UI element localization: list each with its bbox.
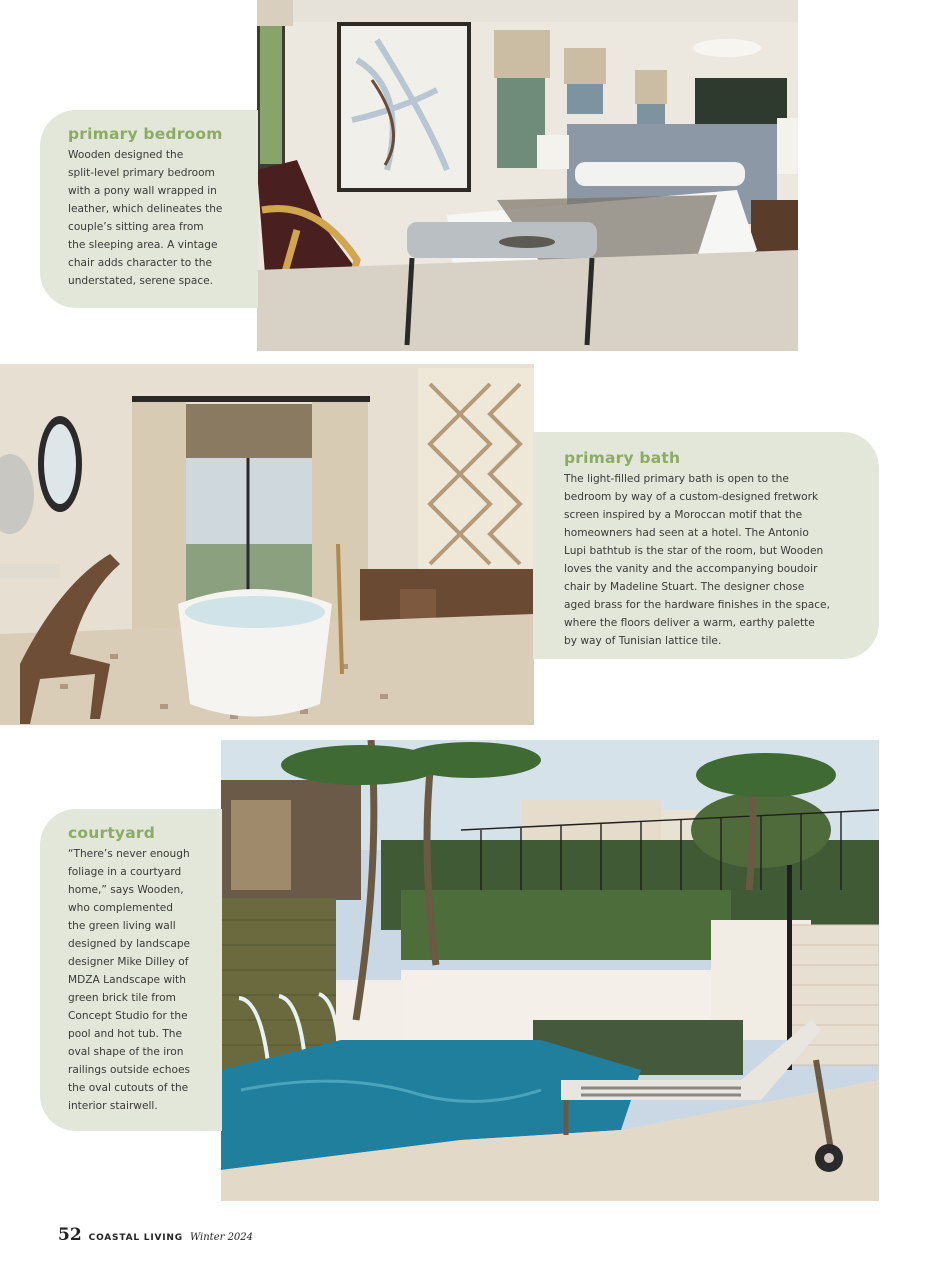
issue-date: Winter 2024 [189,1232,254,1243]
bath-line: homeowners had seen at a hotel. The Antonio [564,527,809,539]
bedroom-line: split-level primary bedroom [68,167,215,179]
bath-photo [0,364,534,725]
courtyard-body [68,845,222,1115]
bath-body [564,470,865,650]
bath-line: chair by Madeline Stuart. The designer chose [564,581,805,593]
courtyard-photo [221,740,879,1201]
courtyard-title: courtyard [68,824,156,842]
bath-line: screen inspired by a Moroccan motif that the [564,509,803,521]
bath-line: where the floors deliver a warm, earthy palette [564,617,815,629]
courtyard-line: home,” says Wooden, [68,884,184,896]
bedroom-line: the sleeping area. A vintage [68,239,218,251]
bedroom-photo [257,0,798,351]
courtyard-line: the oval cutouts of the [68,1082,189,1094]
bedroom-title: primary bedroom [68,125,223,143]
bath-line: loves the vanity and the accompanying boudoir [564,563,818,575]
page-footer [58,1225,253,1245]
courtyard-line: railings outside echoes [68,1064,190,1076]
bedroom-line: with a pony wall wrapped in [68,185,217,197]
bedroom-line: chair adds character to the [68,257,213,269]
magazine-name: COASTAL LIVING [88,1233,183,1243]
courtyard-caption [40,809,222,1131]
bath-caption [533,432,879,659]
courtyard-line: interior stairwell. [68,1100,158,1112]
bedroom-caption [40,110,258,308]
courtyard-line: designed by landscape [68,938,191,950]
bedroom-line: Wooden designed the [68,149,184,161]
bath-line: by way of Tunisian lattice tile. [564,635,722,647]
bath-title: primary bath [564,449,681,467]
bath-line: bedroom by way of a custom-designed fretwork [564,491,819,503]
page-number: 52 [58,1225,82,1245]
courtyard-line: foliage in a courtyard [68,866,182,878]
bath-line: aged brass for the hardware finishes in the space, [564,599,830,611]
bath-line: Lupi bathtub is the star of the room, but Wooden [564,545,824,557]
courtyard-line: “There’s never enough [68,848,190,860]
courtyard-line: green brick tile from [68,992,176,1004]
courtyard-line: Concept Studio for the [68,1010,188,1022]
bath-line: The light-filled primary bath is open to the [564,473,789,485]
courtyard-line: who complemented [68,902,173,914]
bedroom-line: couple’s sitting area from [68,221,204,233]
courtyard-line: the green living wall [68,920,176,932]
bedroom-line: leather, which delineates the [68,203,223,215]
bedroom-line: understated, serene space. [68,275,214,287]
courtyard-line: designer Mike Dilley of [68,956,189,968]
courtyard-line: pool and hot tub. The [68,1028,183,1040]
courtyard-line: oval shape of the iron [68,1046,184,1058]
courtyard-line: MDZA Landscape with [68,974,186,986]
bedroom-body [68,146,258,290]
